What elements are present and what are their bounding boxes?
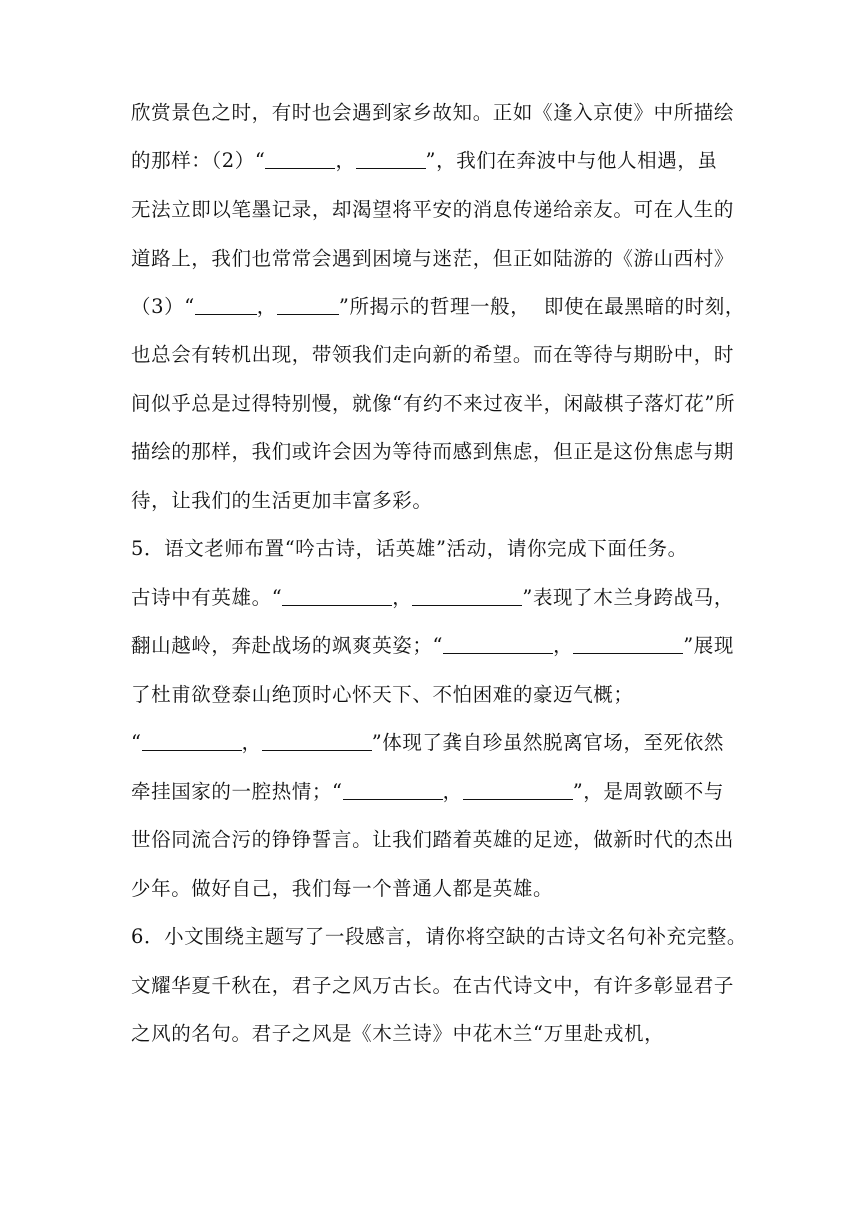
answer-blank[interactable] bbox=[412, 585, 522, 606]
text-segment: 古诗中有英雄。“ bbox=[131, 586, 283, 609]
text-segment: “ bbox=[131, 731, 142, 754]
text-segment: 欣赏景色之时，有时也会遇到家乡故知。正如《逢入京使》中所描绘 bbox=[131, 101, 735, 124]
text-segment: ”，我们在奔波中与他人相遇，虽 bbox=[425, 149, 718, 172]
text-line bbox=[131, 243, 734, 275]
text-line bbox=[131, 291, 745, 323]
text-segment: 也总会有转机出现，带领我们走向新的希望。而在等待与期盼中，时 bbox=[131, 343, 735, 366]
text-segment: 世俗同流合污的铮铮誓言。让我们踏着英雄的足迹，做新时代的杰出 bbox=[131, 828, 735, 851]
answer-blank[interactable] bbox=[195, 294, 257, 315]
text-line bbox=[131, 145, 718, 177]
answer-blank[interactable] bbox=[262, 730, 372, 751]
text-line bbox=[131, 824, 734, 856]
text-segment: ， bbox=[241, 731, 262, 754]
text-segment: 翻山越岭，奔赴战场的飒爽英姿；“ bbox=[131, 634, 444, 657]
text-segment: 描绘的那样，我们或许会因为等待而感到焦虑，但正是这份焦虑与期 bbox=[131, 440, 735, 463]
text-segment: 牵挂国家的一腔热情；“ bbox=[131, 780, 343, 803]
answer-blank[interactable] bbox=[443, 633, 553, 654]
text-segment: 文耀华夏千秋在，君子之风万古长。在古代诗文中，有许多彰显君子 bbox=[131, 974, 735, 997]
text-segment: ”所揭示的哲理一般， 即使在最黑暗的时刻， bbox=[338, 295, 745, 318]
text-line bbox=[131, 1018, 664, 1050]
text-segment: 待，让我们的生活更加丰富多彩。 bbox=[131, 489, 433, 512]
text-segment: 5．语文老师布置“吟古诗，话英雄”活动，请你完成下面任务。 bbox=[131, 537, 688, 560]
text-line bbox=[131, 630, 734, 662]
text-segment: 6．小文围绕主题写了一段感言，请你将空缺的古诗文名句补充完整。 bbox=[131, 925, 748, 948]
text-line bbox=[131, 776, 724, 808]
text-segment: 的那样：（2）“ bbox=[131, 149, 266, 172]
answer-blank[interactable] bbox=[265, 148, 335, 169]
text-line bbox=[131, 970, 734, 1002]
text-line bbox=[131, 194, 734, 226]
text-line bbox=[131, 679, 634, 711]
text-line bbox=[131, 339, 734, 371]
text-segment: ”体现了龚自珍虽然脱离官场，至死依然 bbox=[371, 731, 724, 754]
text-line bbox=[131, 388, 735, 420]
text-segment: ， bbox=[392, 586, 413, 609]
text-segment: 无法立即以笔墨记录，却渴望将平安的消息传递给亲友。可在人生的 bbox=[131, 198, 735, 221]
text-line bbox=[131, 485, 433, 517]
answer-blank[interactable] bbox=[277, 294, 339, 315]
text-line bbox=[131, 873, 553, 905]
text-segment: ， bbox=[256, 295, 277, 318]
text-segment: ， bbox=[553, 634, 574, 657]
answer-blank[interactable] bbox=[463, 779, 573, 800]
text-segment: （3）“ bbox=[131, 295, 195, 318]
text-segment: ”，是周敦颐不与 bbox=[572, 780, 724, 803]
answer-blank[interactable] bbox=[142, 730, 242, 751]
text-line bbox=[131, 921, 747, 953]
text-segment: 间似乎总是过得特别慢，就像“有约不来过夜半，闲敲棋子落灯花”所 bbox=[131, 392, 736, 415]
answer-blank[interactable] bbox=[282, 585, 392, 606]
text-line bbox=[131, 727, 724, 759]
text-segment: 道路上，我们也常常会遇到困境与迷茫，但正如陆游的《游山西村》 bbox=[131, 247, 735, 270]
answer-blank[interactable] bbox=[573, 633, 683, 654]
answer-blank[interactable] bbox=[356, 148, 426, 169]
text-segment: ”表现了木兰身跨战马， bbox=[522, 586, 734, 609]
text-line bbox=[131, 533, 688, 565]
text-line bbox=[131, 582, 734, 614]
text-line bbox=[131, 436, 734, 468]
text-segment: 少年。做好自己，我们每一个普通人都是英雄。 bbox=[131, 877, 554, 900]
text-segment: ”展现 bbox=[683, 634, 734, 657]
text-segment: ， bbox=[442, 780, 463, 803]
text-segment: ， bbox=[335, 149, 356, 172]
text-segment: 了杜甫欲登泰山绝顶时心怀天下、不怕困难的豪迈气概； bbox=[131, 683, 634, 706]
text-line bbox=[131, 97, 734, 129]
answer-blank[interactable] bbox=[343, 779, 443, 800]
text-segment: 之风的名句。君子之风是《木兰诗》中花木兰“万里赴戎机， bbox=[131, 1022, 665, 1045]
